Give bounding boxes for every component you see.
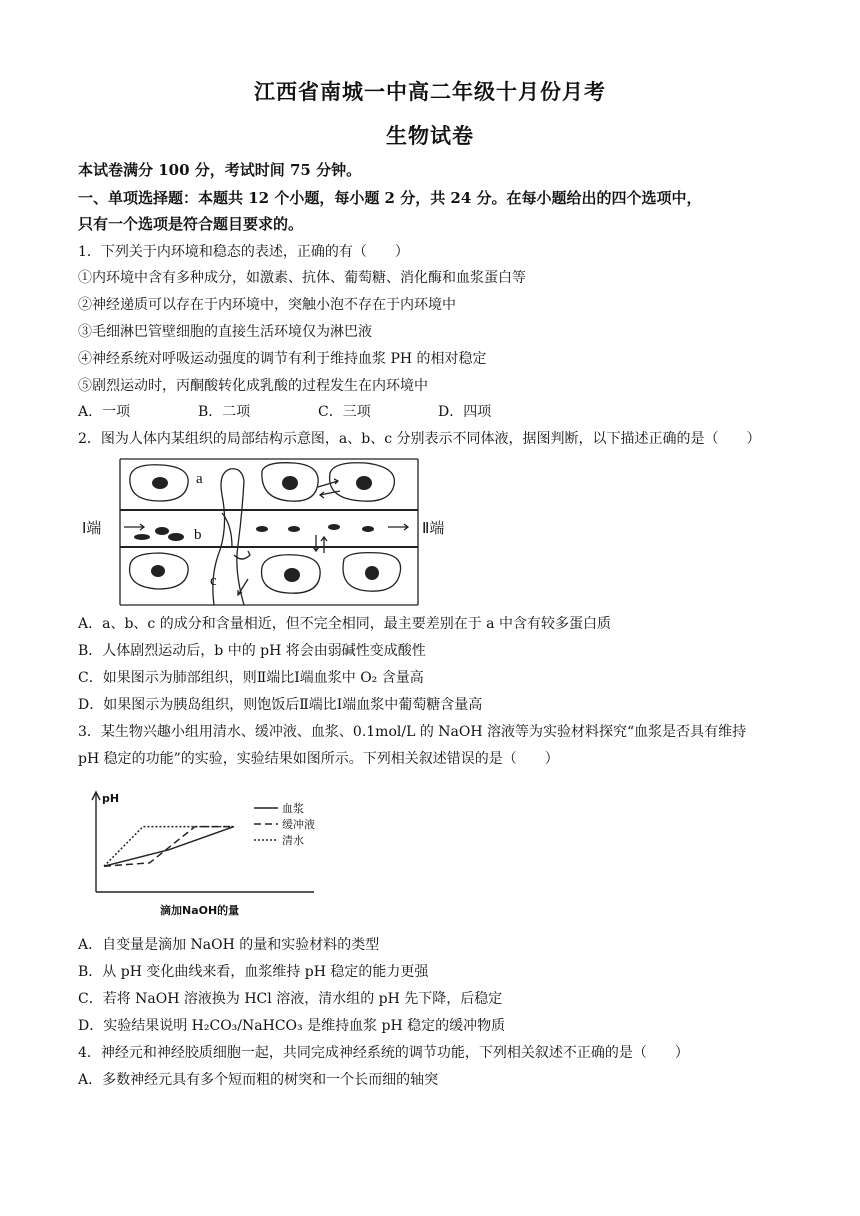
q3-option-b: B．从 pH 变化曲线来看，血浆维持 pH 稳定的能力更强 — [78, 964, 429, 980]
q3-stem-line2: pH 稳定的功能”的实验，实验结果如图所示。下列相关叙述错误的是（ ） — [78, 751, 559, 767]
q1-options — [78, 402, 788, 422]
q2-stem: 2．图为人体内某组织的局部结构示意图，a、b、c 分别表示不同体液，据图判断，以下描述正确的是（ ） — [78, 431, 761, 447]
legend-label-3: 清水 — [282, 834, 304, 847]
q1-option-a: A．一项 — [78, 404, 131, 420]
q1-option-d: D．四项 — [438, 404, 492, 420]
q2-option-c: C．如果图示为肺部组织，则Ⅱ端比Ⅰ端血浆中 O₂ 含量高 — [78, 670, 424, 686]
section1-heading: 一、单项选择题：本题共 12 个小题，每小题 2 分，共 24 分。在每小题给出的四个选项中， — [78, 189, 702, 207]
q3-option-d: D．实验结果说明 H₂CO₃/NaHCO₃ 是维持血浆 pH 稳定的缓冲物质 — [78, 1018, 506, 1034]
fluid-c-label: c — [210, 573, 217, 589]
q1-item-5: ⑤剧烈运动时，丙酮酸转化成乳酸的过程发生在内环境中 — [78, 378, 428, 394]
q1-item-4: ④神经系统对呼吸运动强度的调节有利于维持血浆 PH 的相对稳定 — [78, 351, 487, 367]
exam-subtitle: 生物试卷 — [386, 123, 474, 148]
q2-option-b: B．人体剧烈运动后，b 中的 pH 将会由弱碱性变成酸性 — [78, 643, 426, 659]
section1-heading-cont: 只有一个选项是符合题目要求的。 — [78, 215, 304, 233]
series-layer — [104, 827, 234, 867]
q1-item-1: ①内环境中含有多种成分，如激素、抗体、葡萄糖、消化酶和血浆蛋白等 — [78, 270, 526, 286]
legend-label-1: 血浆 — [282, 802, 304, 815]
q1-option-c: C．三项 — [318, 404, 371, 420]
q1-item-3: ③毛细淋巴管壁细胞的直接生活环境仅为淋巴液 — [78, 324, 372, 340]
legend-label-2: 缓冲液 — [282, 818, 315, 831]
q2-option-d: D．如果图示为胰岛组织，则饱饭后Ⅱ端比Ⅰ端血浆中葡萄糖含量高 — [78, 697, 483, 713]
series-line-2 — [104, 827, 234, 867]
q4-stem: 4．神经元和神经胶质细胞一起，共同完成神经系统的调节功能，下列相关叙述不正确的是（ ） — [78, 1045, 689, 1061]
q2-option-a: A．a、b、c 的成分和含量相近，但不完全相同，最主要差别在于 a 中含有较多蛋白质 — [78, 616, 611, 632]
exam-title: 江西省南城一中高二年级十月份月考 — [254, 79, 606, 104]
x-axis-label: 滴加NaOH的量 — [160, 904, 240, 917]
fluid-b-label: b — [194, 527, 202, 543]
fluid-a-label: a — [196, 471, 203, 487]
exam-intro: 本试卷满分 100 分，考试时间 75 分钟。 — [78, 161, 362, 179]
q3-option-c: C．若将 NaOH 溶液换为 HCl 溶液，清水组的 pH 先下降，后稳定 — [78, 991, 503, 1007]
chart-legend — [254, 801, 315, 847]
q3-stem-line1: 3．某生物兴趣小组用清水、缓冲液、血浆、0.1mol/L 的 NaOH 溶液等为实验材料探究“血浆是否具有维持 — [78, 724, 747, 740]
q1-option-b: B．二项 — [198, 404, 251, 420]
q3-option-a: A．自变量是滴加 NaOH 的量和实验材料的类型 — [78, 937, 380, 953]
q4-option-a: A．多数神经元具有多个短而粗的树突和一个长而细的轴突 — [78, 1072, 439, 1088]
tissue-diagram — [82, 455, 462, 610]
left-end-label: Ⅰ端 — [82, 521, 102, 537]
q1-stem: 1．下列关于内环境和稳态的表述，正确的有（ ） — [78, 244, 409, 260]
q1-item-2: ②神经递质可以存在于内环境中，突触小泡不存在于内环境中 — [78, 297, 456, 313]
ph-chart — [82, 786, 372, 922]
right-end-label: Ⅱ端 — [422, 521, 445, 537]
y-axis-label: pH — [102, 792, 120, 805]
